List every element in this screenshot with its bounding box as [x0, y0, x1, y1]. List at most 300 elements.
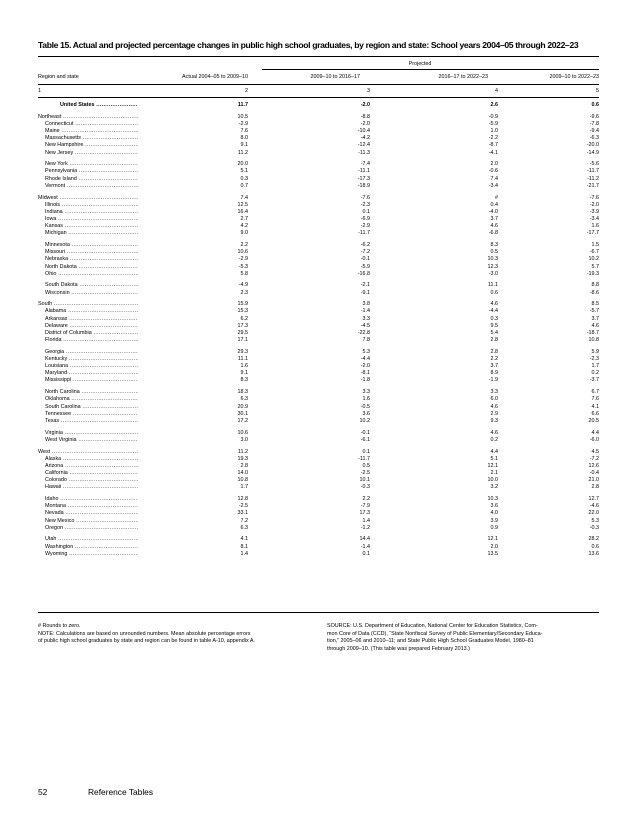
table-row	[38, 496, 599, 503]
cell-col-4: 11.1	[487, 282, 498, 289]
row-label: Midwest .....	[38, 195, 138, 202]
table-row	[38, 202, 599, 209]
cell-col-2: 14.0	[237, 469, 248, 476]
cell-col-3: -7.9	[360, 503, 370, 510]
cell-col-4: 5.1	[490, 455, 498, 462]
cell-col-2: 7.4	[240, 194, 248, 201]
cell-col-2: 6.2	[240, 315, 248, 322]
cell-col-5: 12.7	[588, 496, 599, 503]
row-label: Wisconsin .....	[45, 290, 138, 297]
cell-col-5: 1.7	[591, 363, 599, 370]
cell-col-4: #	[495, 194, 498, 201]
cell-col-3: 2.2	[362, 496, 370, 503]
table-row	[38, 510, 599, 517]
row-label: New York .....	[45, 161, 138, 168]
cell-col-4: 2.2	[490, 356, 498, 362]
cell-col-4: 2.1	[490, 469, 498, 476]
cell-col-2: -2.9	[238, 120, 248, 127]
table-row	[38, 290, 599, 297]
cell-col-3: 3.6	[362, 410, 370, 417]
table-row	[38, 370, 599, 377]
cell-col-2: 12.8	[237, 496, 248, 503]
cell-col-4: 8.3	[490, 242, 498, 249]
cell-col-2: 1.6	[240, 363, 248, 370]
source-line: tion,” 2005–06 and 2010–11; and State Public High School Graduates Model, 1980–81	[327, 638, 534, 644]
total-row	[38, 102, 599, 109]
note-line: NOTE: Calculations are based on unrounded numbers. Mean absolute percentage errors	[38, 630, 251, 637]
row-label: Kansas .....	[45, 223, 138, 230]
cell-col-4: 6.0	[490, 396, 498, 403]
row-label: Arkansas .....	[45, 316, 138, 323]
col-header-1: Actual 2004–05 to 2009–10	[182, 74, 248, 80]
table-row	[38, 128, 599, 135]
cell-col-2: 10.8	[237, 477, 248, 484]
cell-col-3: -2.3	[360, 201, 370, 208]
cell-col-2: 9.1	[240, 370, 248, 377]
cell-col-3: 3.3	[362, 389, 370, 396]
cell-col-3: -5.9	[360, 263, 370, 270]
cell-col-5: 12.6	[588, 462, 599, 469]
table-row	[38, 430, 599, 437]
table-row	[38, 183, 599, 190]
cell-col-3: -11.3	[358, 149, 370, 156]
cell-col-3: -7.2	[360, 249, 370, 256]
numbers-rule	[38, 97, 599, 98]
cell-col-4: -8.7	[488, 142, 498, 149]
cell-col-3: 17.3	[359, 510, 370, 517]
cell-col-4: 4.6	[490, 223, 498, 230]
cell-col-5: -0.4	[589, 469, 599, 476]
cell-col-5: -6.0	[589, 436, 599, 443]
cell-col-4: 0.2	[490, 436, 498, 443]
row-label: Connecticut .....	[45, 121, 138, 128]
table-row	[38, 150, 599, 157]
cell-col-4: 3.3	[490, 389, 498, 396]
cell-col-2: 2.2	[240, 242, 248, 249]
col-header-4: 2009–10 to 2022–23	[549, 74, 599, 80]
row-label: Oregon .....	[45, 525, 138, 532]
cell-col-4: 0.4	[490, 201, 498, 208]
row-label: North Carolina .....	[45, 389, 138, 396]
cell-col-5: 8.5	[591, 301, 599, 308]
cell-col-2: 0.3	[240, 175, 248, 182]
cell-col-5: -18.7	[586, 329, 599, 336]
cell-col-5: 20.5	[588, 417, 599, 424]
row-label: District of Columbia .....	[45, 330, 138, 337]
cell-col-2: 29.5	[237, 329, 248, 336]
cell-col-5: -3.7	[589, 377, 599, 384]
cell-col-4: 3.6	[490, 503, 498, 510]
cell-col-5: -2.0	[589, 201, 599, 208]
cell-col-3: -0.3	[360, 484, 370, 491]
cell-col-2: 33.1	[237, 510, 248, 517]
cell-col-3: -4.4	[360, 356, 370, 362]
table-row	[38, 161, 599, 168]
cell-col-4: -5.9	[488, 120, 498, 127]
region-row	[38, 301, 599, 308]
table-body	[38, 102, 599, 558]
cell-col-3: -2.5	[360, 469, 370, 476]
row-label: West .....	[38, 449, 138, 456]
row-label: Utah .....	[45, 536, 138, 543]
cell-col-3: 14.4	[359, 536, 370, 543]
cell-col-2: 2.7	[240, 215, 248, 222]
table-row	[38, 264, 599, 271]
cell-col-5: -2.3	[589, 356, 599, 362]
cell-col-2: 6.3	[240, 396, 248, 403]
row-label: South Carolina .....	[45, 404, 138, 411]
cell-col-3: -16.8	[357, 270, 370, 277]
cell-col-5: 5.7	[591, 263, 599, 270]
cell-col-4: -4.1	[488, 149, 498, 156]
cell-col-3: -2.0	[360, 120, 370, 127]
cell-col-3: 3.8	[362, 301, 370, 308]
col-header-2: 2009–10 to 2016–17	[310, 74, 360, 80]
table-row	[38, 456, 599, 463]
cell-col-5: 1.5	[591, 242, 599, 249]
cell-col-5: 4.5	[591, 448, 599, 455]
row-label: Nebraska .....	[45, 256, 138, 263]
table-row	[38, 242, 599, 249]
table-row	[38, 389, 599, 396]
cell-col-2: 19.3	[237, 455, 248, 462]
row-label: South .....	[38, 301, 138, 308]
cell-col-2: 7.6	[240, 128, 248, 135]
cell-col-3: -6.9	[360, 215, 370, 222]
cell-col-5: 22.0	[588, 510, 599, 517]
cell-col-2: 8.3	[240, 377, 248, 384]
cell-col-2: 17.1	[237, 337, 248, 344]
cell-col-2: 15.3	[237, 308, 248, 315]
cell-col-5: 10.8	[588, 337, 599, 344]
cell-col-5: 13.6	[588, 550, 599, 557]
cell-col-4: 2.8	[490, 337, 498, 344]
region-row	[38, 114, 599, 121]
col-number-2: 2	[245, 88, 248, 94]
table-row	[38, 404, 599, 411]
cell-col-5: -20.0	[586, 142, 599, 149]
cell-col-4: 7.4	[490, 175, 498, 182]
cell-col-3: -6.1	[360, 436, 370, 443]
table-row	[38, 216, 599, 223]
note-line: of public high school graduates by state and region can be found in table A-10, appendix A.	[38, 638, 255, 644]
bottom-rule	[38, 612, 599, 613]
cell-col-2: 18.3	[237, 389, 248, 396]
cell-col-4: -6.8	[488, 230, 498, 237]
row-label: Minnesota .....	[45, 242, 138, 249]
col-number-1: 1	[38, 88, 41, 94]
cell-col-3: 10.1	[359, 477, 370, 484]
cell-col-4: 2.8	[490, 348, 498, 355]
cell-col-3: 0.5	[362, 462, 370, 469]
cell-col-3: -17.3	[357, 175, 370, 182]
cell-col-5: 21.0	[588, 477, 599, 484]
cell-col-3: -11.1	[358, 168, 370, 175]
row-label: Missouri .....	[45, 249, 138, 256]
cell-col-5: -6.7	[589, 249, 599, 256]
cell-col-3: -7.6	[360, 194, 370, 201]
cell-col-4: 4.6	[490, 301, 498, 308]
cell-col-2: 11.2	[237, 149, 248, 156]
cell-col-4: 4.6	[490, 403, 498, 410]
table-row	[38, 323, 599, 330]
cell-col-5: 5.3	[591, 517, 599, 524]
cell-col-5: -0.3	[589, 524, 599, 531]
cell-col-2: 5.8	[240, 270, 248, 277]
table-row	[38, 176, 599, 183]
notes-left	[38, 623, 308, 646]
cell-col-5: -7.2	[589, 455, 599, 462]
cell-col-5: 0.6	[591, 543, 599, 550]
cell-col-4: 3.2	[490, 484, 498, 491]
region-row	[38, 449, 599, 456]
cell-col-5: -4.6	[589, 503, 599, 510]
row-label: Montana .....	[45, 503, 138, 510]
cell-col-3: -2.0	[360, 102, 370, 108]
cell-col-2: 3.0	[240, 436, 248, 443]
table-row	[38, 282, 599, 289]
cell-col-5: -9.4	[589, 128, 599, 135]
table-row	[38, 363, 599, 370]
row-label: Alabama .....	[45, 308, 138, 315]
row-label: North Dakota .....	[45, 264, 138, 271]
cell-col-2: 10.6	[237, 429, 248, 436]
cell-col-3: -8.1	[360, 370, 370, 377]
row-label: Michigan .....	[45, 230, 138, 237]
col-number-3: 3	[367, 88, 370, 94]
table-row	[38, 223, 599, 230]
row-label: Oklahoma .....	[45, 396, 138, 403]
cell-col-3: -1.4	[360, 543, 370, 550]
cell-col-4: -1.9	[488, 377, 498, 384]
projected-rule	[262, 69, 599, 70]
cell-col-3: -4.5	[360, 322, 370, 329]
table-row	[38, 470, 599, 477]
top-rule	[38, 56, 599, 57]
row-label: West Virginia .....	[45, 437, 138, 444]
cell-col-2: 0.7	[240, 182, 248, 189]
cell-col-2: 2.8	[240, 462, 248, 469]
row-label: Illinois .....	[45, 202, 138, 209]
cell-col-2: 29.3	[237, 348, 248, 355]
cell-col-4: 0.6	[490, 289, 498, 296]
cell-col-4: 3.9	[490, 517, 498, 524]
cell-col-2: -2.9	[238, 256, 248, 263]
cell-col-2: 17.2	[237, 417, 248, 424]
table-row	[38, 396, 599, 403]
table-row	[38, 411, 599, 418]
cell-col-5: -11.2	[587, 175, 599, 182]
cell-col-2: 8.0	[240, 135, 248, 142]
region-state-header: Region and state	[38, 74, 79, 80]
header-rule	[38, 84, 599, 85]
cell-col-5: -9.6	[589, 113, 599, 120]
cell-col-2: 11.2	[237, 448, 248, 455]
row-label: Delaware .....	[45, 323, 138, 330]
cell-col-5: 8.8	[591, 282, 599, 289]
cell-col-4: -0.9	[488, 113, 498, 120]
cell-col-3: 5.3	[362, 348, 370, 355]
row-label: Maine .....	[45, 128, 138, 135]
cell-col-5: -7.8	[589, 120, 599, 127]
cell-col-3: -2.0	[360, 363, 370, 370]
cell-col-5: 1.6	[591, 223, 599, 230]
cell-col-4: 10.3	[487, 256, 498, 263]
cell-col-5: -3.4	[589, 215, 599, 222]
table-row	[38, 168, 599, 175]
page-number: 52	[38, 787, 48, 797]
cell-col-5: -3.9	[589, 208, 599, 215]
row-label: Iowa .....	[45, 216, 138, 223]
cell-col-4: 10.0	[487, 477, 498, 484]
row-label: Nevada .....	[45, 510, 138, 517]
cell-col-4: -3.4	[488, 182, 498, 189]
cell-col-3: 0.1	[362, 550, 370, 557]
cell-col-3: -4.2	[360, 135, 370, 142]
cell-col-3: -0.1	[360, 429, 370, 436]
table-row	[38, 477, 599, 484]
footer-section: Reference Tables	[88, 787, 154, 797]
row-label: Hawaii .....	[45, 484, 138, 491]
cell-col-4: 9.3	[490, 417, 498, 424]
row-label: Texas .....	[45, 418, 138, 425]
row-label: Georgia .....	[45, 349, 138, 356]
cell-col-3: -1.4	[360, 308, 370, 315]
cell-col-4: 2.9	[490, 410, 498, 417]
table-row	[38, 135, 599, 142]
notes-source	[327, 623, 599, 653]
row-label: Idaho .....	[45, 496, 138, 503]
cell-col-5: -19.3	[586, 270, 599, 277]
cell-col-2: 30.1	[237, 410, 248, 417]
cell-col-2: 11.1	[237, 356, 248, 362]
table-row	[38, 230, 599, 237]
cell-col-2: 5.1	[240, 168, 248, 175]
cell-col-2: -2.5	[238, 503, 248, 510]
cell-col-2: 10.6	[237, 249, 248, 256]
row-label: Ohio .....	[45, 271, 138, 278]
row-label: Arizona .....	[45, 463, 138, 470]
table-row	[38, 418, 599, 425]
cell-col-2: 17.3	[237, 322, 248, 329]
table-row	[38, 330, 599, 337]
cell-col-3: 10.2	[359, 417, 370, 424]
cell-col-5: -5.6	[589, 161, 599, 168]
cell-col-2: 7.2	[240, 517, 248, 524]
cell-col-2: 9.1	[240, 142, 248, 149]
cell-col-3: 0.1	[362, 448, 370, 455]
cell-col-4: 3.7	[490, 215, 498, 222]
cell-col-3: 3.3	[362, 315, 370, 322]
cell-col-3: -11.7	[358, 455, 370, 462]
table-row	[38, 356, 599, 363]
cell-col-3: -9.1	[360, 289, 370, 296]
row-label: Wyoming .....	[45, 551, 138, 558]
cell-col-3: -11.7	[358, 230, 370, 237]
table-row	[38, 316, 599, 323]
cell-col-4: 4.6	[490, 429, 498, 436]
cell-col-4: 0.9	[490, 524, 498, 531]
cell-col-5: 0.6	[591, 102, 599, 108]
cell-col-5: 4.4	[591, 429, 599, 436]
cell-col-5: 10.2	[588, 256, 599, 263]
table-row	[38, 484, 599, 491]
cell-col-5: -5.7	[589, 308, 599, 315]
row-label: South Dakota .....	[45, 282, 138, 289]
table-row	[38, 437, 599, 444]
row-label: Louisiana .....	[45, 363, 138, 370]
cell-col-2: 10.5	[237, 113, 248, 120]
table-title: Table 15. Actual and projected percentage changes in public high school graduates, by region and state: School years 2004–05 through 2022–23	[38, 40, 579, 50]
table-row	[38, 337, 599, 344]
table-row	[38, 349, 599, 356]
cell-col-3: -0.1	[360, 256, 370, 263]
source-line: mon Core of Data (CCD), “State Nonfiscal Survey of Public Elementary/Secondary Educa-	[327, 630, 543, 637]
page-footer	[38, 787, 153, 797]
cell-col-4: 0.3	[490, 315, 498, 322]
cell-col-2: 15.9	[237, 301, 248, 308]
cell-col-2: 2.3	[240, 289, 248, 296]
cell-col-3: -1.8	[360, 377, 370, 384]
row-label: Colorado .....	[45, 477, 138, 484]
row-label: Indiana .....	[45, 209, 138, 216]
cell-col-3: -12.4	[357, 142, 370, 149]
cell-col-2: 16.4	[237, 208, 248, 215]
table-row	[38, 551, 599, 558]
table-row	[38, 121, 599, 128]
table-row	[38, 518, 599, 525]
row-label: Alaska .....	[45, 456, 138, 463]
cell-col-2: 20.0	[237, 161, 248, 168]
cell-col-3: -6.2	[360, 242, 370, 249]
cell-col-2: 20.9	[237, 403, 248, 410]
cell-col-4: -4.0	[488, 208, 498, 215]
cell-col-4: -2.2	[488, 135, 498, 142]
cell-col-4: 12.1	[487, 462, 498, 469]
cell-col-3: -18.9	[357, 182, 370, 189]
row-label: Massachusetts .....	[45, 135, 138, 142]
table-row	[38, 525, 599, 532]
table-row	[38, 142, 599, 149]
cell-col-4: 2.6	[490, 102, 498, 108]
table-row	[38, 271, 599, 278]
cell-col-4: 5.4	[490, 329, 498, 336]
cell-col-2: 4.1	[240, 536, 248, 543]
cell-col-5: -21.7	[586, 182, 599, 189]
row-label: New Jersey .....	[45, 150, 138, 157]
cell-col-4: -4.4	[488, 308, 498, 315]
table-row	[38, 256, 599, 263]
cell-col-5: 4.1	[591, 403, 599, 410]
cell-col-4: 3.7	[490, 363, 498, 370]
cell-col-2: 9.0	[240, 230, 248, 237]
source-line: through 2009–10. (This table was prepared February 2013.)	[327, 645, 470, 652]
row-label: Rhode Island .....	[45, 176, 138, 183]
cell-col-4: 13.5	[487, 550, 498, 557]
table-row	[38, 249, 599, 256]
cell-col-5: 6.7	[591, 389, 599, 396]
row-label: United States .....	[60, 102, 138, 109]
cell-col-3: -22.8	[357, 329, 370, 336]
col-number-4: 4	[495, 88, 498, 94]
projected-label: Projected	[408, 61, 432, 67]
cell-col-3: -2.9	[360, 223, 370, 230]
cell-col-5: 2.8	[591, 484, 599, 491]
table-row	[38, 209, 599, 216]
cell-col-4: 4.4	[490, 448, 498, 455]
cell-col-5: 0.2	[591, 370, 599, 377]
cell-col-4: -3.0	[488, 270, 498, 277]
